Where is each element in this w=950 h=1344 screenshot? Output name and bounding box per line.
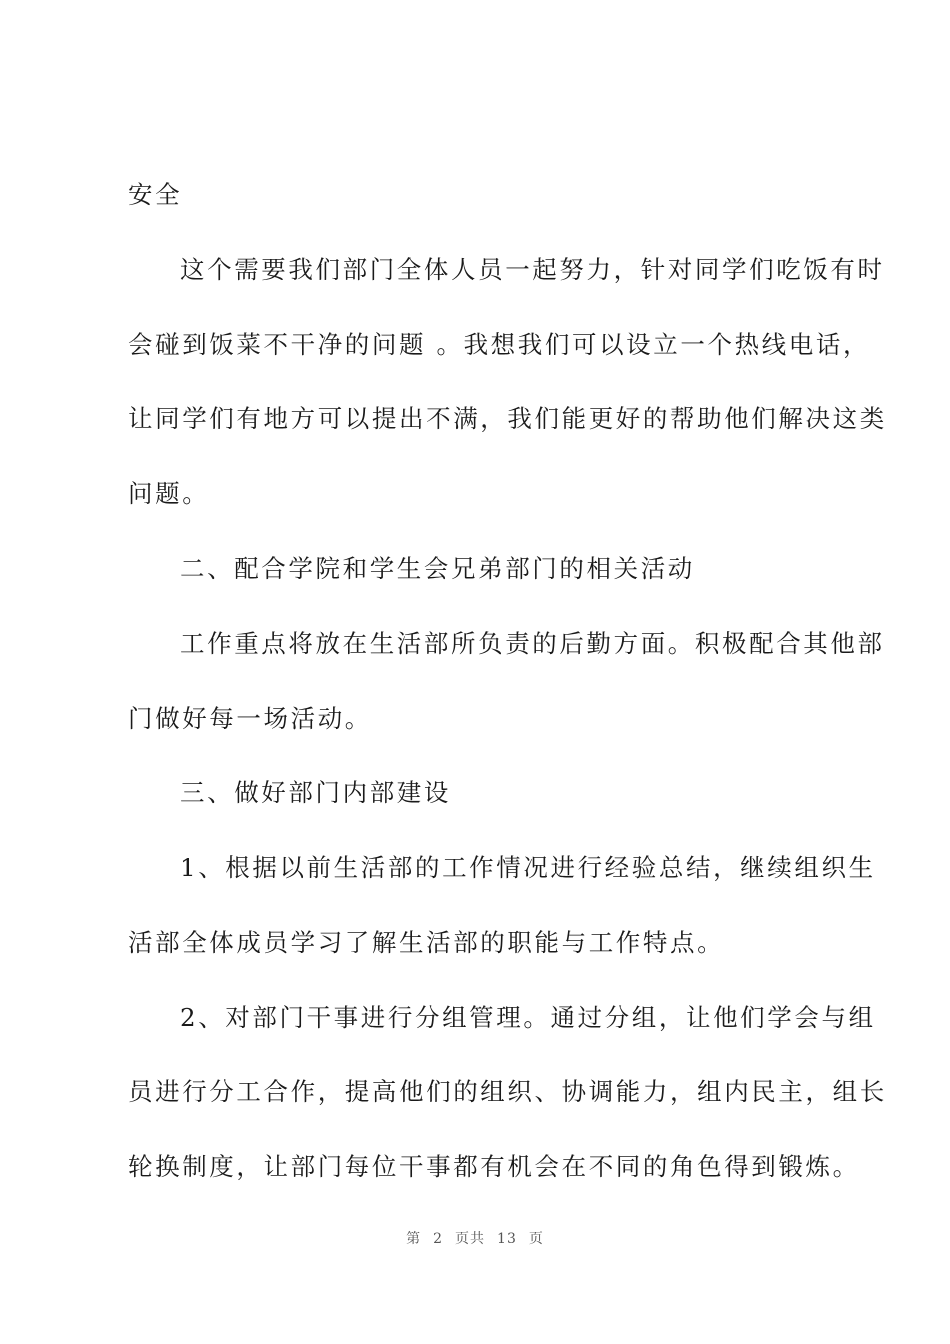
text-line-11: 活部全体成员学习了解生活部的职能与工作特点。 xyxy=(128,928,725,957)
text-line-5: 问题。 xyxy=(128,479,210,508)
page-footer xyxy=(0,1228,950,1248)
text-line-10: 1、根据以前生活部的工作情况进行经验总结，继续组织生 xyxy=(180,853,876,882)
footer-total-pages: 13 xyxy=(497,1231,517,1247)
text-line-13: 员进行分工合作，提高他们的组织、协调能力，组内民主，组长 xyxy=(128,1077,887,1106)
text-line-12: 2、对部门干事进行分组管理。通过分组，让他们学会与组 xyxy=(180,1003,876,1032)
footer-middle: 页共 xyxy=(455,1231,486,1247)
text-line-8: 门做好每一场活动。 xyxy=(128,704,372,733)
text-line-1: 安全 xyxy=(128,180,183,209)
text-line-4: 让同学们有地方可以提出不满，我们能更好的帮助他们解决这类 xyxy=(128,404,887,433)
text-line-7: 工作重点将放在生活部所负责的后勤方面。积极配合其他部 xyxy=(180,629,885,658)
footer-suffix: 页 xyxy=(528,1231,544,1247)
footer-prefix: 第 xyxy=(406,1231,422,1247)
section-heading-2: 二、配合学院和学生会兄弟部门的相关活动 xyxy=(180,554,695,583)
text-line-14: 轮换制度，让部门每位干事都有机会在不同的角色得到锻炼。 xyxy=(128,1152,860,1181)
text-line-2: 这个需要我们部门全体人员一起努力，针对同学们吃饭有时 xyxy=(180,255,885,284)
footer-current-page: 2 xyxy=(433,1231,444,1247)
section-heading-3: 三、做好部门内部建设 xyxy=(180,778,451,807)
text-line-3: 会碰到饭菜不干净的问题 。我想我们可以设立一个热线电话， xyxy=(128,330,871,359)
